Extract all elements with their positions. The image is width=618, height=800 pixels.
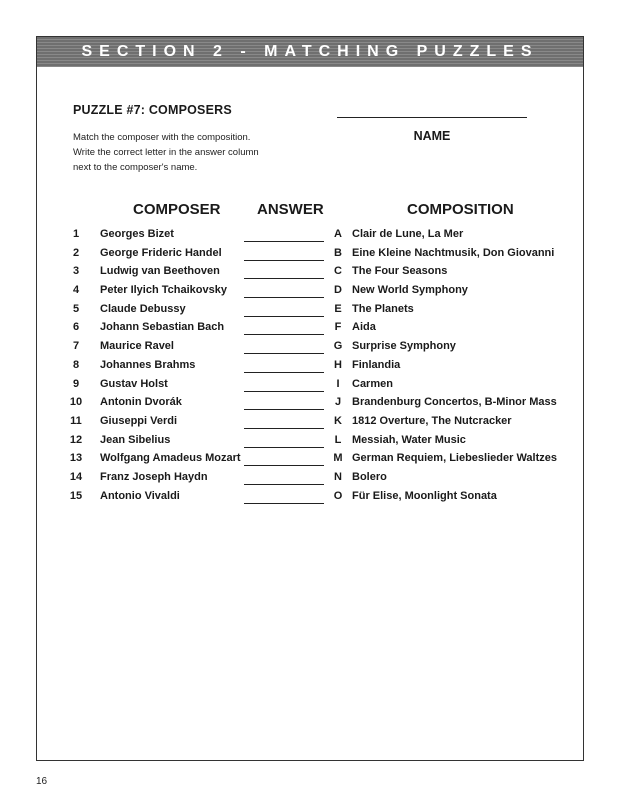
table-row [37,451,583,470]
composer-name: Claude Debussy [100,302,186,315]
answer-blank[interactable] [244,372,324,373]
composition-letter: D [334,284,342,297]
composition-letter: B [334,246,342,259]
answer-blank[interactable] [244,278,324,279]
composer-name: Peter Ilyich Tchaikovsky [100,284,227,297]
name-write-line[interactable] [337,117,527,118]
column-header-answer: ANSWER [257,201,324,218]
composition-title: New World Symphony [352,284,468,297]
composer-name: Johann Sebastian Bach [100,321,225,334]
table-row [37,489,583,508]
composition-letter: F [334,321,342,334]
column-header-composer: COMPOSER [133,201,221,218]
composer-name: Georges Bizet [100,228,174,240]
composition-title: The Planets [352,302,414,315]
answer-blank[interactable] [244,447,324,448]
row-number: 8 [72,358,80,371]
table-row [37,227,583,246]
composition-letter: J [334,396,342,409]
row-number: 7 [72,340,80,353]
composition-title: Aida [352,321,376,334]
row-number: 11 [70,414,82,427]
table-row [37,358,583,377]
table-row [37,433,583,452]
composer-name: Gustav Holst [100,377,168,390]
column-header-composition: COMPOSITION [407,201,514,218]
row-number: 5 [72,302,80,315]
composition-letter: E [334,302,342,315]
composition-title: Eine Kleine Nachtmusik, Don Giovanni [352,246,555,259]
answer-blank[interactable] [244,260,324,261]
composition-letter: H [334,358,342,371]
composition-title: Brandenburg Concertos, B-Minor Mass [352,396,557,409]
composition-title: Clair de Lune, La Mer [352,228,464,240]
composition-title: The Four Seasons [352,265,448,278]
composition-letter: C [334,265,342,278]
row-number: 4 [72,284,80,297]
composition-letter: M [333,452,343,465]
composer-name: Ludwig van Beethoven [100,265,220,278]
matching-rows [37,227,583,507]
answer-blank[interactable] [244,297,324,298]
answer-blank[interactable] [244,484,324,485]
row-number: 3 [72,265,80,278]
section-banner-title: SECTION 2 - MATCHING PUZZLES [81,43,539,60]
composer-name: George Frideric Handel [100,246,222,259]
composition-title: Carmen [352,377,393,390]
row-number: 12 [69,433,83,446]
answer-blank[interactable] [244,334,324,335]
composition-title: Messiah, Water Music [352,433,466,446]
composer-name: Wolfgang Amadeus Mozart [100,452,241,465]
composition-letter: K [334,414,342,427]
section-banner [37,37,583,67]
table-row [37,264,583,283]
table-row [37,414,583,433]
row-number: 6 [72,321,80,334]
answer-blank[interactable] [244,391,324,392]
composer-name: Antonio Vivaldi [100,489,180,502]
instructions [73,130,303,175]
composition-letter: I [336,377,340,390]
composition-title: Surprise Symphony [352,340,456,353]
name-label: NAME [413,129,451,143]
row-number: 10 [69,396,83,409]
table-row [37,470,583,489]
table-row [37,377,583,396]
composer-name: Maurice Ravel [100,340,174,353]
answer-blank[interactable] [244,503,324,504]
composer-name: Giuseppi Verdi [100,414,178,427]
instruction-line: next to the composer's name. [73,162,198,173]
table-row [37,302,583,321]
composition-letter: G [333,340,343,353]
answer-blank[interactable] [244,409,324,410]
row-number: 15 [69,489,83,502]
table-row [37,320,583,339]
composer-name: Antonin Dvorák [100,396,182,409]
composer-name: Franz Joseph Haydn [100,470,208,483]
answer-blank[interactable] [244,465,324,466]
table-row [37,339,583,358]
composition-letter: N [334,470,342,483]
composition-title: German Requiem, Liebeslieder Waltzes [352,452,557,465]
composition-letter: O [333,489,343,502]
puzzle-title: PUZZLE #7: COMPOSERS [73,103,232,117]
composition-letter: L [334,433,342,446]
row-number: 9 [72,377,80,390]
row-number: 1 [72,228,80,240]
row-number: 13 [69,452,83,465]
composition-letter: A [334,228,342,240]
composer-name: Johannes Brahms [100,358,196,371]
composition-title: Für Elise, Moonlight Sonata [352,489,497,502]
row-number: 14 [69,470,83,483]
answer-blank[interactable] [244,241,324,242]
composition-title: Finlandia [352,358,401,371]
answer-blank[interactable] [244,316,324,317]
composition-title: 1812 Overture, The Nutcracker [352,414,512,427]
composer-name: Jean Sibelius [100,433,171,446]
table-row [37,283,583,302]
table-row [37,395,583,414]
composition-title: Bolero [352,470,387,483]
page-number: 16 [36,776,48,787]
row-number: 2 [72,246,80,259]
answer-blank[interactable] [244,353,324,354]
answer-blank[interactable] [244,428,324,429]
worksheet-frame [36,36,584,761]
table-row [37,246,583,265]
instruction-line: Match the composer with the composition. [73,132,251,143]
instruction-line: Write the correct letter in the answer column [73,147,259,158]
